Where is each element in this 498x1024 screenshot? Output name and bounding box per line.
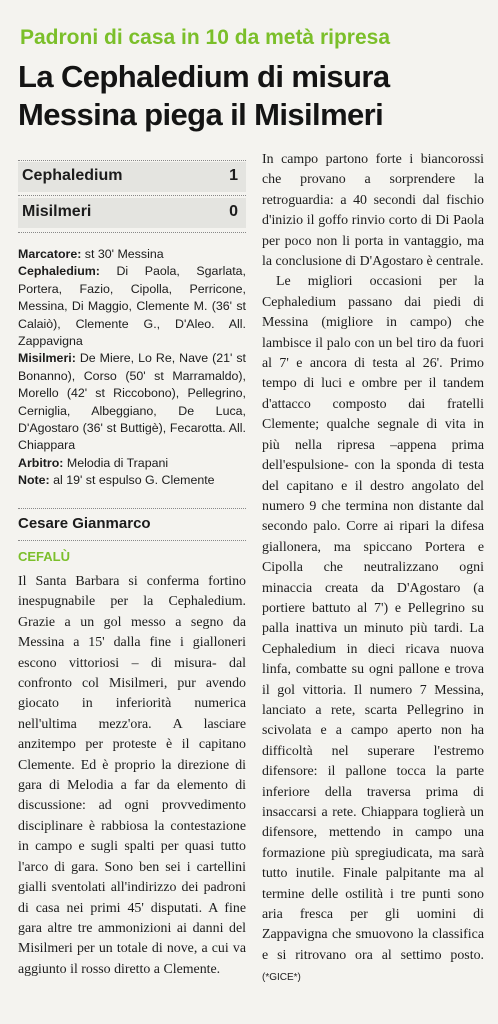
headline-line-2: Messina piega il Misilmeri [18,97,384,132]
kicker: Padroni di casa in 10 da metà ripresa [20,26,390,49]
scorer-line: Marcatore: st 30' Messina [18,247,164,261]
match-facts [18,246,246,490]
byline: Cesare Gianmarco [18,515,151,532]
article-paragraph: Il Santa Barbara si conferma fortino inespugnabile per la Cephaledium. Grazie a un gol messo a segno da Messina a 15' dalla fine i gialloneri escono vittoriosi – di misura- dal confronto col Misilmeri, pur avendo giocato in inferiorità numerica nell'ultima mezz'ora. A lasciare anzitempo per proteste è il capitano Clemente. Ed è proprio la direzione di gara di Melodia a far da elemento di discussione: ad ogni provvedimento disciplinare è rabbiosa la contestazione in campo e sugli spalti per quasi tutto l'arco di gara. Sono ben sei i cartellini gialli sventolati all'indirizzo dei padroni di casa nei primi 45' disputati. A fine gara altre tre ammonizioni ai danni del Misilmeri per un totale di nove, a cui va aggiunto il rosso diretto a Clemente. [18,574,246,977]
away-team-name: Misilmeri [22,203,92,220]
score-row-home [18,162,246,192]
author-signature: (*GICE*) [262,972,301,984]
divider [18,232,246,233]
referee-line: Arbitro: Melodia di Trapani [18,455,169,470]
home-team-score: 1 [229,167,238,184]
away-team-score: 0 [229,203,238,220]
score-row-away [18,198,246,228]
headline-line-1: La Cephaledium di misura [18,59,390,94]
home-team-name: Cephaledium [22,167,123,184]
article-paragraph: In campo partono forte i biancorossi che provano a sorprendere la retroguardia: a 40 secondi dal fischio d'inizio il goffo rinvio corto di Di Paola per poco non li porta in vantaggio, ma la conclusione di D'Agostaro è centrale. [262,152,484,270]
divider [18,195,246,196]
notes-line: Note: al 19' st espulso G. Clemente [18,473,215,488]
divider [18,160,246,161]
article-column-left [18,572,246,980]
divider [18,540,246,541]
divider [18,508,246,509]
away-lineup: Misilmeri: De Miere, Lo Re, Nave (21' st Bonanno), Corso (50' st Marramaldo), Morello (42' st Riccobono), Pellegrino, Cerniglia, Albeggiano, De Luca, D'Agostaro (36' st Buttigè), Fecarotta. All. Chiappara [18,351,246,453]
article-paragraph: Le migliori occasioni per la Cephaledium passano dai piedi di Messina (migliore in campo) che lambisce il palo con un bel tiro da fuori al 7' e ancora di testa al 26'. Primo tempo di luci e ombre per il tandem d'attacco composto dai fratelli Clemente; qualche segnale di vita in più nella ripresa –appena prima dell'espulsione- con la sponda di testa del capitano e il destro angolato del numero 9 che termina non distante dal secondo palo. Corre ai ripari la difesa giallonera, ma spiccano Portera e Cipolla che neutralizzano ogni minaccia creata da D'Agostaro (a portiere battuto al 7') e Pellegrino su palla inattiva un minuto più tardi. La Cephaledium in dieci ricava nuova linfa, combatte su ogni pallone e trova il gol vittoria. Il numero 7 Messina, lanciato a rete, scarta Pellegrino in scivolata e a campo aperto non ha difficoltà nel superare l'estremo difensore: il pallone tocca la parte inferiore della traversa prima di insaccarsi a rete. Chiappara toglierà un difensore, mettendo in campo una formazione più spregiudicata, ma sarà tutto inutile. Finale palpitante ma al termine delle ostilità i tre punti sono aria fresca per gli uomini di Zappavigna che smuovono la classifica e si ritrovano ora al settimo posto. (*GICE*) [262,274,484,984]
headline [18,58,488,134]
dateline: CEFALÙ [18,549,70,564]
article-column-right [262,150,484,989]
home-lineup: Cephaledium: Di Paola, Sgarlata, Portera, Fazio, Cipolla, Perricone, Messina, Di Maggio, Clemente M. (36' st Calaiò), Clemente G., D'Aleo. All. Zappavigna [18,264,246,349]
